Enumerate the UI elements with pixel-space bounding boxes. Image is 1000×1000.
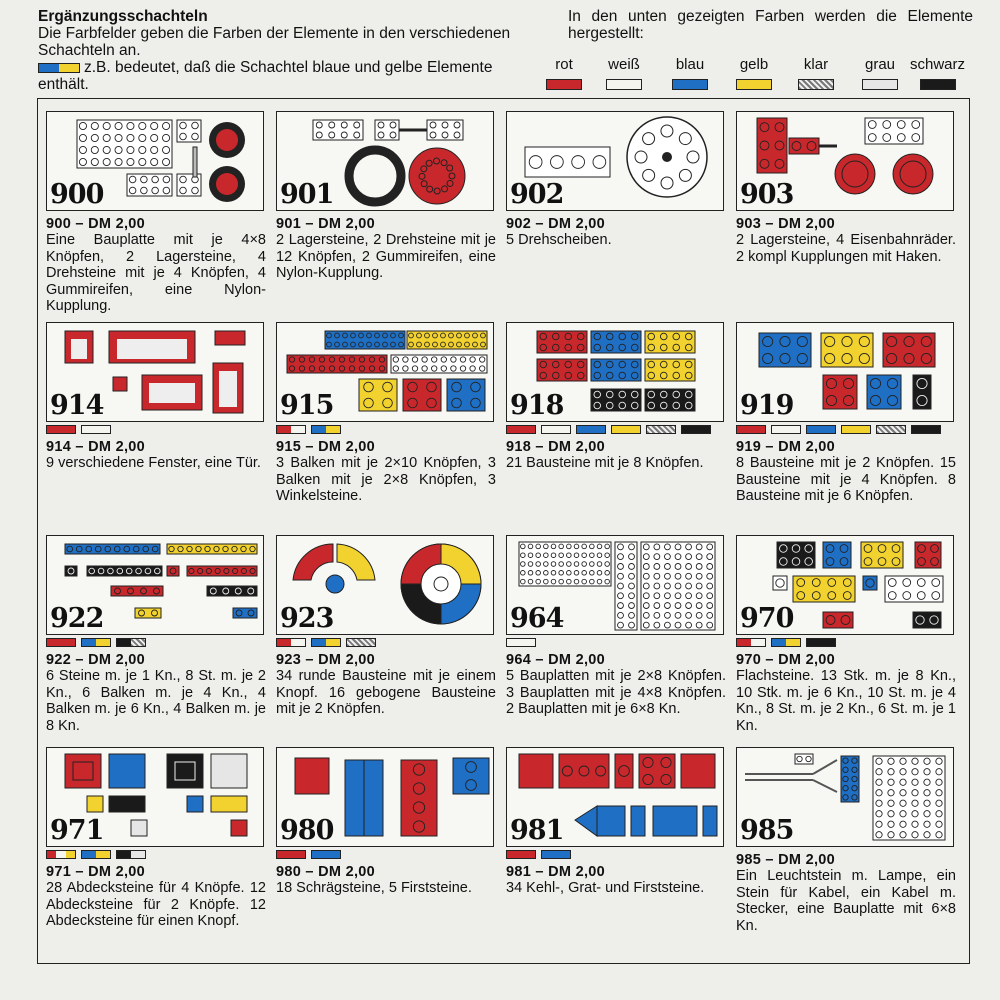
box-illustration: [276, 747, 494, 847]
box-price: 914 – DM 2,00: [46, 439, 146, 455]
color-swatch: [506, 425, 536, 434]
legend-swatch: [862, 79, 898, 90]
legend-grau: [862, 56, 898, 90]
color-swatches: [46, 638, 266, 652]
legend-rot: [546, 56, 582, 90]
color-swatches: [276, 425, 496, 439]
color-swatch: [506, 850, 536, 859]
box-description: Ein Leuchtstein m. Lampe, ein Stein für Kabel, ein Kabel m. Stecker, eine Bauplatte mit 6×8 Kn.: [736, 868, 956, 934]
color-swatch: [681, 425, 711, 434]
color-legend: [540, 56, 980, 92]
legend-label: rot: [555, 56, 573, 73]
color-swatches: [736, 638, 956, 652]
box-illustration: [46, 535, 264, 635]
box-description: 5 Bauplatten mit je 2×8 Knöpfen. 3 Bauplatten mit je 4×8 Knöpfen. 2 Bauplatten mit je 6×8 Kn.: [506, 668, 726, 718]
legend-label: schwarz: [910, 56, 966, 73]
box-number: 918: [510, 390, 564, 421]
box-illustration: [506, 111, 724, 211]
color-swatch: [506, 638, 536, 647]
color-swatch: [116, 850, 146, 859]
box-price: 900 – DM 2,00: [46, 216, 146, 232]
box-illustration: [506, 747, 724, 847]
color-swatches: [46, 850, 266, 864]
box-card-902: [506, 111, 726, 249]
box-card-901: [276, 111, 496, 282]
box-card-923: [276, 535, 496, 718]
color-swatch: [611, 425, 641, 434]
legend-swatch: [672, 79, 708, 90]
box-illustration: [736, 322, 954, 422]
header-left: [38, 8, 528, 93]
legend-swatch: [736, 79, 772, 90]
box-price: 903 – DM 2,00: [736, 216, 836, 232]
box-card-970: [736, 535, 956, 734]
box-illustration: [736, 747, 954, 847]
box-number: 902: [510, 179, 564, 210]
box-description: 28 Abdecksteine für 4 Knöpfe. 12 Abdecksteine für 2 Knöpfe. 12 Abdecksteine für einen Knopf.: [46, 880, 266, 930]
box-illustration: [46, 322, 264, 422]
color-swatches: [506, 638, 726, 652]
color-swatch: [276, 638, 306, 647]
color-swatch: [576, 425, 606, 434]
box-description: 21 Bausteine mit je 8 Knöpfen.: [506, 455, 704, 471]
box-number: 903: [740, 179, 794, 210]
legend-weiss: [606, 56, 642, 90]
color-swatches: [276, 638, 496, 652]
legend-label: weiß: [608, 56, 640, 73]
box-number: 919: [740, 390, 794, 421]
box-price: 971 – DM 2,00: [46, 864, 146, 880]
box-price: 985 – DM 2,00: [736, 852, 836, 868]
box-number: 914: [50, 390, 104, 421]
color-swatch: [771, 638, 801, 647]
box-number: 980: [280, 815, 334, 846]
color-swatch: [841, 425, 871, 434]
color-swatch: [771, 425, 801, 434]
box-illustration: [736, 111, 954, 211]
box-card-981: [506, 747, 726, 897]
box-price: 923 – DM 2,00: [276, 652, 376, 668]
color-swatch: [46, 850, 76, 859]
color-swatch: [276, 425, 306, 434]
example-text: z.B. bedeutet, daß die Schachtel blaue und gelbe Elemente enthält.: [38, 59, 493, 93]
legend-label: blau: [675, 56, 705, 73]
box-price: 981 – DM 2,00: [506, 864, 606, 880]
box-description: 5 Drehscheiben.: [506, 232, 612, 248]
box-price: 915 – DM 2,00: [276, 439, 376, 455]
box-description: 6 Steine m. je 1 Kn., 8 St. m. je 2 Kn., 6 Balken m. je 4 Kn., 4 Balken m. je 6 Kn., 4 Balken m. je 8 Kn.: [46, 668, 266, 734]
color-swatch: [346, 638, 376, 647]
color-swatch: [311, 850, 341, 859]
color-swatches: [46, 425, 266, 439]
color-swatches: [506, 850, 726, 864]
box-number: 915: [280, 390, 334, 421]
box-price: 919 – DM 2,00: [736, 439, 836, 455]
box-illustration: [46, 747, 264, 847]
box-price: 970 – DM 2,00: [736, 652, 836, 668]
legend-swatch: [546, 79, 582, 90]
box-card-964: [506, 535, 726, 718]
color-swatch: [81, 850, 111, 859]
box-price: 918 – DM 2,00: [506, 439, 606, 455]
box-card-985: [736, 747, 956, 934]
box-price: 902 – DM 2,00: [506, 216, 606, 232]
box-description: Eine Bauplatte mit je 4×8 Knöpfen, 2 Lagersteine, 4 Drehsteine mit je 4 Knöpfen, 4 Gummireifen, eine Nylon-Kupplung.: [46, 232, 266, 315]
example-row: [38, 59, 528, 93]
example-swatch: [38, 63, 80, 73]
box-card-900: [46, 111, 266, 315]
box-number: 900: [50, 179, 104, 210]
intro-text: Die Farbfelder geben die Farben der Elemente in den verschiedenen Schachteln an.: [38, 25, 511, 59]
box-price: 901 – DM 2,00: [276, 216, 376, 232]
legend-gelb: [736, 56, 772, 90]
box-number: 964: [510, 603, 564, 634]
box-illustration: [506, 322, 724, 422]
box-description: 9 verschiedene Fenster, eine Tür.: [46, 455, 261, 471]
box-illustration: [736, 535, 954, 635]
box-grid: [37, 98, 970, 964]
box-number: 970: [740, 603, 794, 634]
color-swatches: [276, 850, 496, 864]
box-price: 980 – DM 2,00: [276, 864, 376, 880]
legend-label: klar: [803, 56, 829, 73]
box-card-918: [506, 322, 726, 472]
legend-swatch: [920, 79, 956, 90]
color-swatch: [276, 850, 306, 859]
color-swatch: [646, 425, 676, 434]
box-number: 985: [740, 815, 794, 846]
box-card-915: [276, 322, 496, 505]
color-swatches: [736, 425, 956, 439]
color-swatch: [541, 850, 571, 859]
color-swatch: [541, 425, 571, 434]
box-description: 34 runde Bausteine mit je einem Knopf. 16 gebogene Bausteine mit je 2 Knöpfen.: [276, 668, 496, 718]
legend-klar: [798, 56, 834, 90]
box-illustration: [506, 535, 724, 635]
box-number: 971: [50, 815, 104, 846]
box-price: 964 – DM 2,00: [506, 652, 606, 668]
box-card-971: [46, 747, 266, 930]
color-swatch: [806, 638, 836, 647]
box-illustration: [46, 111, 264, 211]
color-swatch: [736, 638, 766, 647]
color-swatch: [876, 425, 906, 434]
color-swatch: [736, 425, 766, 434]
box-description: 2 Lagersteine, 2 Drehsteine mit je 12 Knöpfen, 2 Gummireifen, eine Nylon-Kupplung.: [276, 232, 496, 282]
color-swatch: [81, 638, 111, 647]
box-number: 981: [510, 815, 564, 846]
box-number: 922: [50, 603, 104, 634]
box-description: Flachsteine. 13 Stk. m. je 8 Kn., 10 Stk. m. je 6 Kn., 10 St. m. je 4 Kn., 8 St. m. je 2 Kn., 6 St. m. je 1 Kn.: [736, 668, 956, 734]
box-description: 18 Schrägsteine, 5 Firststeine.: [276, 880, 472, 896]
box-description: 2 Lagersteine, 4 Eisenbahnräder. 2 kompl Kupplungen mit Haken.: [736, 232, 956, 265]
legend-swatch: [798, 79, 834, 90]
color-swatch: [311, 638, 341, 647]
color-swatch: [911, 425, 941, 434]
box-number: 923: [280, 603, 334, 634]
color-swatch: [806, 425, 836, 434]
box-illustration: [276, 535, 494, 635]
page-title: Ergänzungsschachteln: [38, 8, 208, 25]
box-card-919: [736, 322, 956, 505]
box-number: 901: [280, 179, 334, 210]
legend-label: gelb: [739, 56, 769, 73]
legend-schwarz: [910, 56, 965, 90]
box-description: 8 Bausteine mit je 2 Knöpfen. 15 Bausteine mit je 4 Knöpfen. 8 Bausteine mit je 6 Knöpfen.: [736, 455, 956, 505]
box-illustration: [276, 111, 494, 211]
legend-swatch: [606, 79, 642, 90]
color-swatch: [46, 425, 76, 434]
color-swatch: [81, 425, 111, 434]
legend-label: grau: [864, 56, 896, 73]
legend-blau: [672, 56, 708, 90]
box-description: 3 Balken mit je 2×10 Knöpfen, 3 Balken mit je 2×8 Knöpfen, 3 Winkelsteine.: [276, 455, 496, 505]
box-card-980: [276, 747, 496, 897]
box-description: 34 Kehl-, Grat- und Firststeine.: [506, 880, 705, 896]
colors-intro: In den unten gezeigten Farben werden die Elemente hergestellt:: [568, 8, 973, 42]
box-card-903: [736, 111, 956, 265]
color-swatch: [46, 638, 76, 647]
color-swatch: [311, 425, 341, 434]
color-swatch: [116, 638, 146, 647]
box-illustration: [276, 322, 494, 422]
color-swatches: [506, 425, 726, 439]
box-card-922: [46, 535, 266, 734]
box-card-914: [46, 322, 266, 472]
box-price: 922 – DM 2,00: [46, 652, 146, 668]
